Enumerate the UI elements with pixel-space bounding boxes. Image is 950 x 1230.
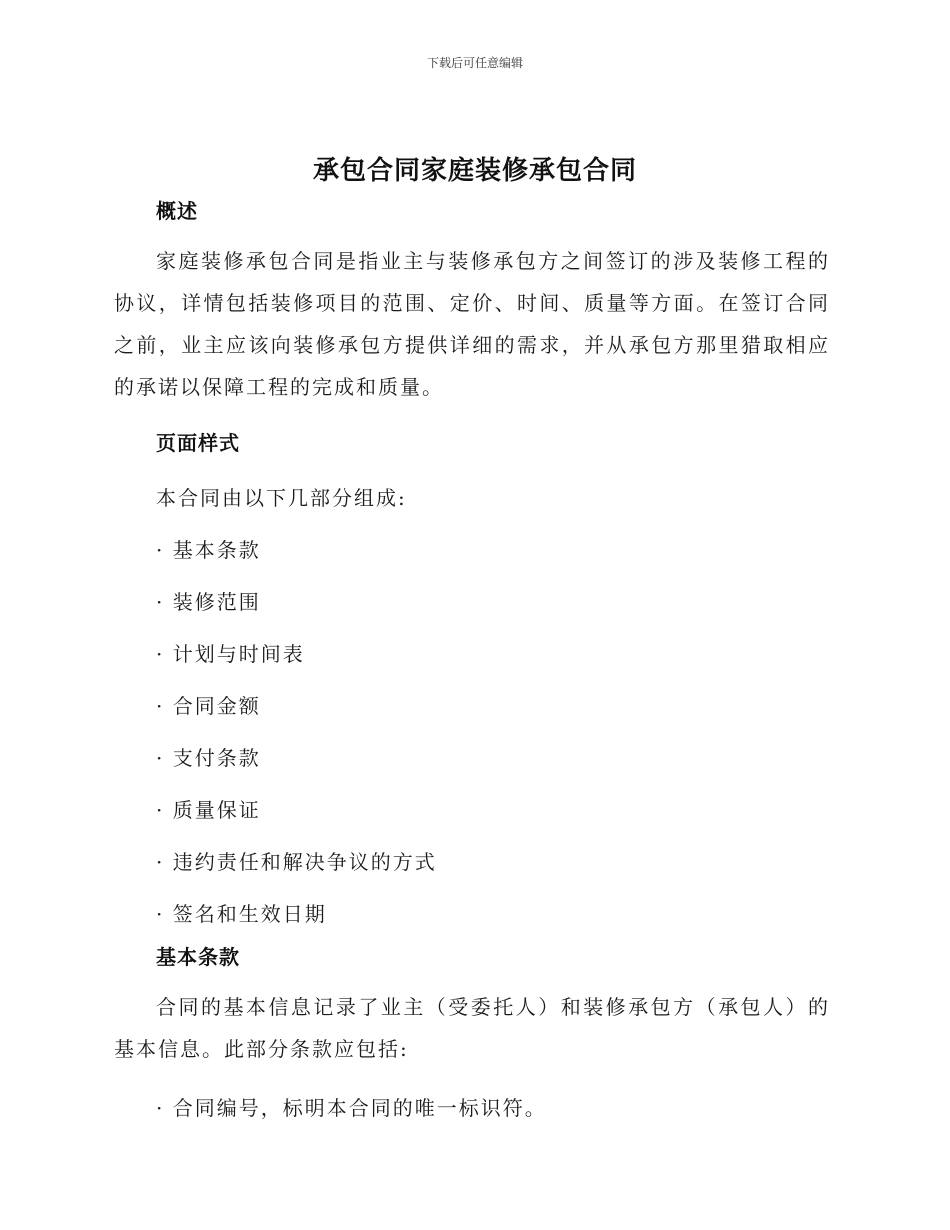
document-body — [114, 194, 830, 1134]
list-item: · 合同编号，标明本合同的唯一标识符。 — [156, 1096, 547, 1120]
page-style-intro: 本合同由以下几部分组成: — [156, 486, 407, 510]
document-title: 承包合同家庭装修承包合同 — [312, 156, 637, 186]
section-heading-page-style: 页面样式 — [156, 431, 240, 455]
header-note: 下载后可任意编辑 — [426, 56, 523, 70]
list-item: · 计划与时间表 — [156, 642, 305, 666]
section-heading-overview: 概述 — [156, 199, 198, 223]
list-item: · 合同金额 — [156, 694, 261, 718]
list-item: · 质量保证 — [156, 798, 261, 822]
list-item: · 装修范围 — [156, 590, 261, 614]
list-item: · 签名和生效日期 — [156, 902, 327, 926]
overview-paragraph: 家庭装修承包合同是指业主与装修承包方之间签订的涉及装修工程的协议，详情包括装修项目的范围、定价、时间、质量等方面。在签订合同之前，业主应该向装修承包方提供详细的需求，并从承包方那里猎取相应的承诺以保障工程的完成和质量。 — [114, 249, 830, 399]
list-item: · 基本条款 — [156, 538, 261, 562]
list-item: · 支付条款 — [156, 746, 261, 770]
list-item: · 违约责任和解决争议的方式 — [156, 850, 437, 874]
section-heading-basic-terms: 基本条款 — [156, 945, 240, 969]
basic-terms-paragraph: 合同的基本信息记录了业主（受委托人）和装修承包方（承包人）的基本信息。此部分条款应包括: — [114, 995, 830, 1061]
